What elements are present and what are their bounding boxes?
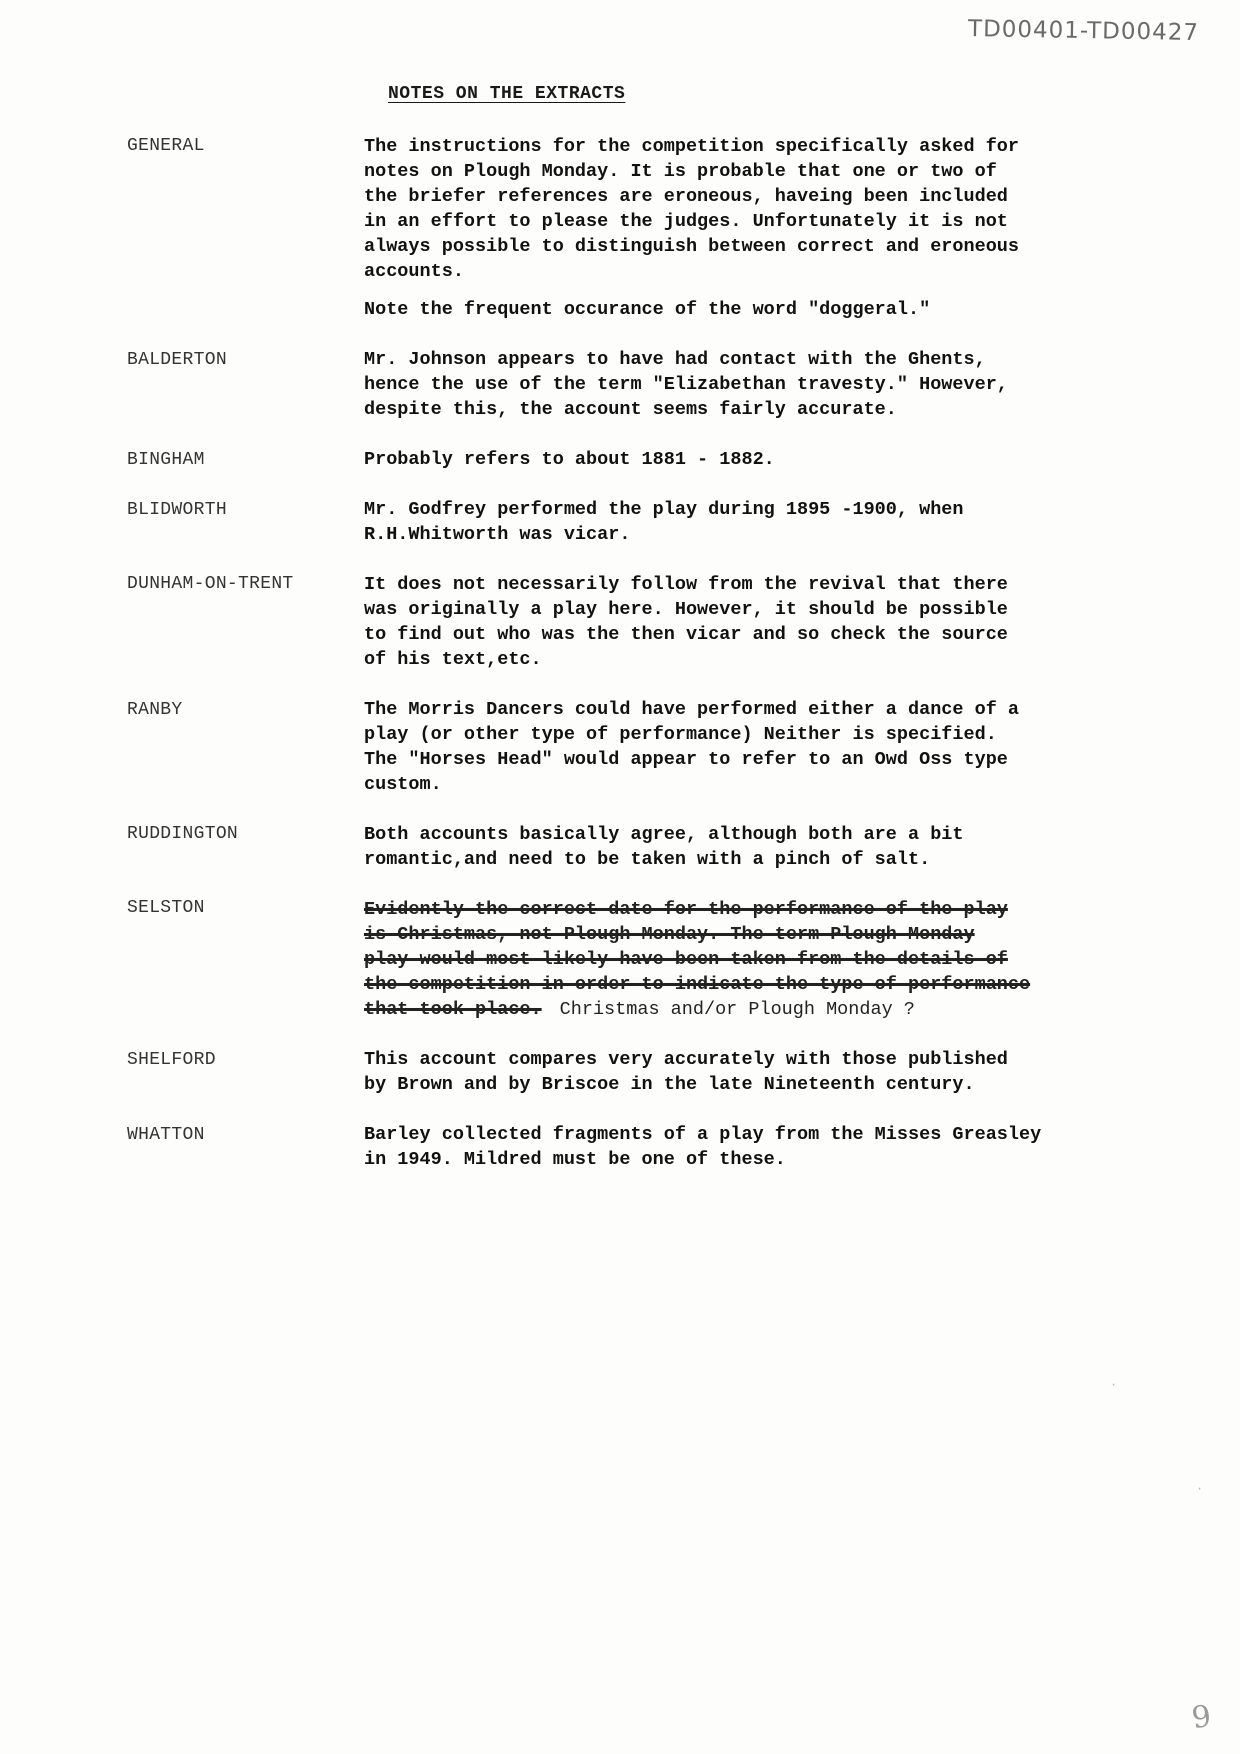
entry-text-ranby: The Morris Dancers could have performed either a dance of a play (or other type of performance) Neither is specified. The "Horses Head" would appear to refer to an Owd Oss type custom.	[364, 699, 1020, 795]
entry-text-bingham: Probably refers to about 1881 - 1882.	[364, 449, 775, 470]
paper-speck: ·	[1110, 1378, 1118, 1392]
page-title: NOTES ON THE EXTRACTS	[388, 84, 626, 104]
entry-text-ruddington: Both accounts basically agree, although both are a bit romantic,and need to be taken with a pinch of salt.	[364, 824, 964, 870]
entry-label-balderton: BALDERTON	[127, 350, 227, 370]
entry-text-shelford: This account compares very accurately with those published by Brown and by Briscoe in the late Nineteenth century.	[364, 1049, 1008, 1095]
entry-label-bingham: BINGHAM	[127, 450, 205, 470]
entry-label-whatton: WHATTON	[127, 1125, 205, 1145]
paper-speck: ·	[1196, 1482, 1204, 1496]
entry-text-selston	[364, 897, 1144, 1022]
entry-label-dunham-on-trent: DUNHAM-ON-TRENT	[127, 574, 294, 594]
entry-label-general: GENERAL	[127, 136, 205, 156]
entry-text-balderton: Mr. Johnson appears to have had contact with the Ghents, hence the use of the term "Elizabethan travesty." However, despite this, the account seems fairly accurate.	[364, 349, 1008, 420]
inserted-text-selston: Christmas and/or Plough Monday ?	[559, 999, 915, 1020]
handwritten-page-number: 9	[1189, 1698, 1214, 1737]
entry-text-dunham-on-trent: It does not necessarily follow from the revival that there was originally a play here. However, it should be possible to find out who was the then vicar and so check the source of his text,etc.	[364, 574, 1008, 670]
entry-text-whatton: Barley collected fragments of a play from the Misses Greasley in 1949. Mildred must be one of these.	[364, 1124, 1042, 1170]
entry-text-general: The instructions for the competition specifically asked for notes on Plough Monday. It is probable that one or two of the briefer references are eroneous, haveing been included in an effort to please the judges. Unfortunately it is not always possible to distinguish between correct and eroneous accounts.	[364, 136, 1020, 282]
entry-text-blidworth: Mr. Godfrey performed the play during 1895 -1900, when R.H.Whitworth was vicar.	[364, 499, 964, 545]
handwritten-reference-note: TD00401-TD00427	[967, 15, 1200, 47]
entry-label-ranby: RANBY	[127, 700, 183, 720]
entry-label-shelford: SHELFORD	[127, 1050, 216, 1070]
struck-out-text-selston: Evidently the correct date for the performance of the play is Christmas, not Plough Monday. The term Plough Monday play would most likely have been taken from the details of the competition in order to indicate the type of performance that took place.	[364, 899, 1031, 1020]
entry-label-ruddington: RUDDINGTON	[127, 824, 239, 844]
entry-note-general: Note the frequent occurance of the word "doggeral."	[364, 299, 931, 320]
entry-label-selston: SELSTON	[127, 898, 205, 918]
entry-label-blidworth: BLIDWORTH	[127, 500, 227, 520]
